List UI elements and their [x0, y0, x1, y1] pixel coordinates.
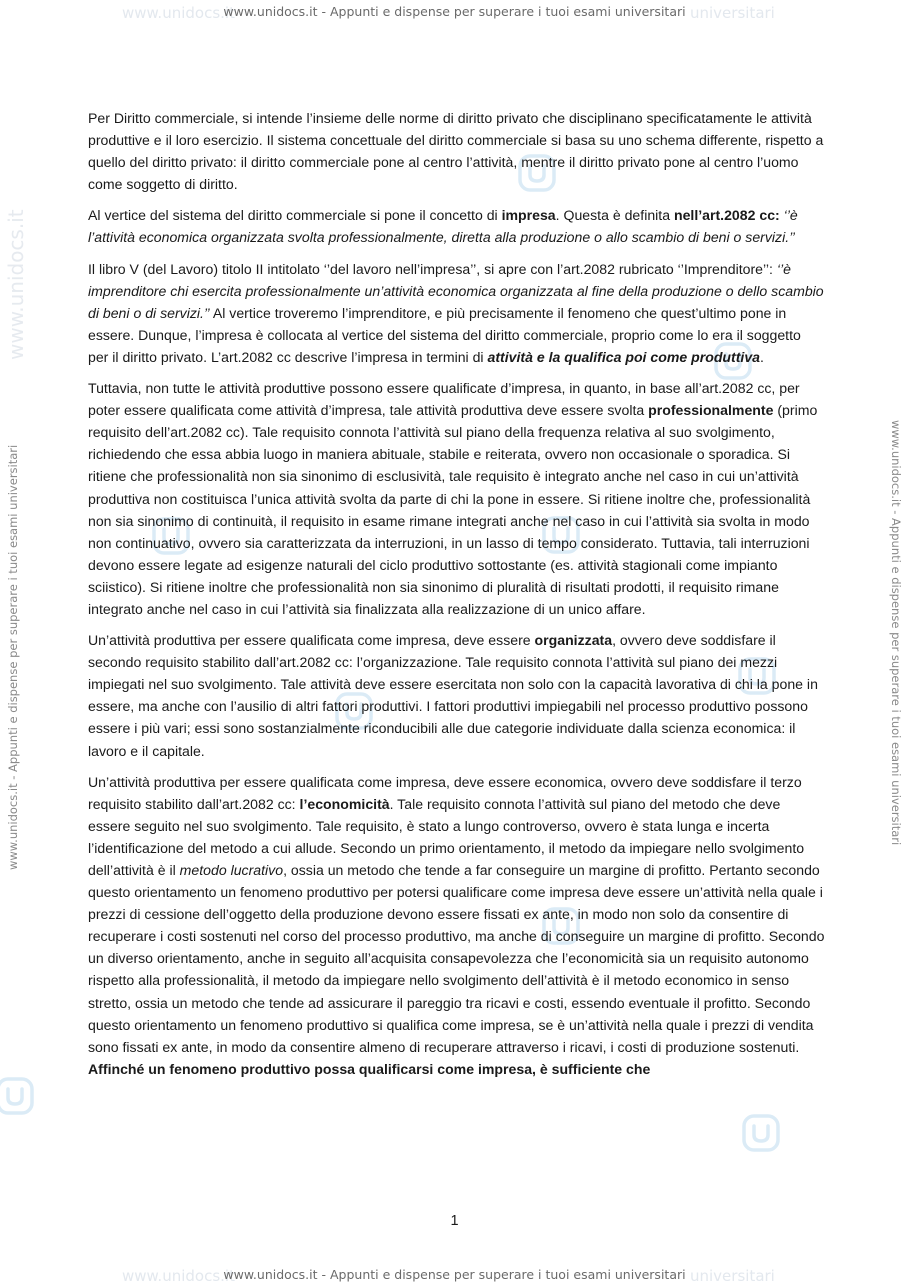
text-run: , ovvero deve soddisfare il secondo requisito stabilito dall’art.2082 cc: l’organizzazione. Tale requisito connota l’attività sul piano dei mezzi impiegati nel suo svolgimento. Tale attività deve essere esercitata non solo con la capacità lavorativa di chi la pone in essere, ma anche con l’ausilio di altri fattori produttivi. I fattori produttivi impiegabili nel processo produttivo possono essere i più vari; essi sono sostanzialmente riconducibili alle due categorie individuate dalla scienza economica: il lavoro e il capitale. — [88, 632, 818, 759]
watermark-side-left: www.unidocs.it - Appunti e dispense per superare i tuoi esami universitari — [6, 444, 20, 870]
text-run: impresa — [501, 207, 556, 224]
body-paragraph — [88, 377, 825, 620]
body-paragraph — [88, 629, 825, 762]
text-run: ‘’è l’attività economica organizzata svolta professionalmente, diretta alla produzione o allo scambio di beni o servizi.’’ — [88, 207, 798, 246]
watermark-ghost-text: www.unidocs.it — [122, 4, 235, 22]
unidocs-logo-icon — [740, 1112, 782, 1154]
text-run: Per Diritto commerciale, si intende l’insieme delle norme di diritto privato che disciplinano specificatamente le attività produttive e il loro esercizio. Il sistema concettuale del diritto commerciale si basa su uno schema differente, rispetto a quello del diritto privato: il diritto commerciale pone al centro l’attività, mentre il diritto privato pone al centro l’uomo come soggetto di diritto. — [88, 110, 824, 193]
text-run: Il libro V (del Lavoro) titolo II intitolato ‘’del lavoro nell’impresa’’, si apre con l’art.2082 rubricato ‘’Imprenditore’’: — [88, 260, 777, 277]
page-number: 1 — [450, 1213, 459, 1229]
watermark-banner-bottom: www.unidocs.it - Appunti e dispense per superare i tuoi esami universitari — [223, 1267, 686, 1282]
text-run: Un’attività produttiva per essere qualificata come impresa, deve essere economica, ovvero deve soddisfare il terzo requisito stabilito dall’art.2082 cc: — [88, 773, 802, 812]
text-run: Un’attività produttiva per essere qualificata come impresa, deve essere — [88, 632, 535, 649]
text-run: . Tale requisito connota l’attività sul piano del metodo che deve essere seguito nel suo svolgimento. Tale requisito, è stato a lungo controverso, ovvero è stata lunga e incerta l’identificazione del metodo a cui allude. Secondo un primo orientamento, il metodo da impiegare nello svolgimento dell’attività è il — [88, 795, 805, 878]
body-paragraph — [88, 258, 825, 368]
text-run: attività e la qualifica poi come produttiva — [487, 348, 761, 365]
document-body — [88, 107, 825, 1089]
text-run: Al vertice del sistema del diritto commerciale si pone il concetto di — [88, 207, 502, 224]
watermark-side-right: www.unidocs.it - Appunti e dispense per superare i tuoi esami universitari — [889, 420, 903, 846]
body-paragraph — [88, 204, 825, 248]
text-run: . Questa è definita — [555, 207, 674, 224]
body-paragraph — [88, 771, 825, 1080]
text-run: . — [760, 348, 764, 365]
text-run: professionalmente — [648, 402, 774, 419]
text-run: Tuttavia, non tutte le attività produttive possono essere qualificate d’impresa, in quanto, in base all’art.2082 cc, per poter essere qualificata come attività d’impresa, tale attività produttiva deve essere svolta — [88, 380, 800, 419]
watermark-banner-top: www.unidocs.it - Appunti e dispense per superare i tuoi esami universitari — [223, 4, 686, 19]
text-run: nell’art.2082 cc: — [673, 207, 780, 224]
text-run: (primo requisito dell’art.2082 cc). Tale requisito connota l’attività sul piano della frequenza relativa al suo svolgimento, richiedendo che essa abbia luogo in maniera abituale, stabile e reiterata, ovvero non occasionale o sporadica. Si ritiene che professionalità non sia sinonimo di esclusività, tale requisito è integrato anche nel caso in cui un’attività produttiva non costituisca l’unica attività svolta da parte di chi la pone in essere. Si ritiene inoltre che, professionalità non sia sinonimo di continuità, il requisito in esame rimane integrati anche nel caso in cui l’attività sia svolta in modo non continuativo, ovvero sia caratterizzata da interruzioni, in un lasso di tempo considerato. Tuttavia, tali interruzioni devono essere legate ad esigenze naturali del ciclo produttivo sottostante (es. attività stagionali come impianto sciistico). Si ritiene inoltre che professionalità non sia sinonimo di pluralità di risultati prodotti, il requisito rimane integrato anche nel caso in cui l’attività sia finalizzata alla realizzazione di un unico affare. — [88, 402, 818, 617]
watermark-ghost-text: universitari — [690, 4, 775, 22]
text-run: organizzata — [534, 632, 613, 649]
body-paragraph — [88, 107, 825, 195]
text-run: l’economicità — [299, 795, 390, 812]
text-run: ‘’è imprenditore chi esercita professionalmente un’attività economica organizzata al fine della produzione o dello scambio di beni o di servizi.’’ — [88, 260, 824, 321]
unidocs-logo-icon — [0, 1075, 36, 1117]
watermark-ghost-text: www.unidocs.it — [122, 1267, 235, 1285]
text-run: Al vertice troveremo l’imprenditore, e più precisamente il fenomeno che quest’ultimo pone in essere. Dunque, l’impresa è collocata al vertice del sistema del diritto commerciale, proprio come lo era il soggetto per il diritto privato. L’art.2082 cc descrive l’impresa in termini di — [88, 304, 801, 365]
text-run: , ossia un metodo che tende a far conseguire un margine di profitto. Pertanto secondo questo orientamento un fenomeno produttivo per potersi qualificare come impresa deve essere un’attività nella quale i prezzi di cessione dell’oggetto della produzione devono essere fissati ex ante, in modo non solo da consentire di recuperare i costi sostenuti nel corso del processo produttivo, ma anche di conseguire un margine di profitto. Secondo un diverso orientamento, anche in seguito all’acquisita consapevolezza che l’economicità sia un requisito autonomo rispetto alla professionalità, il metodo da impiegare nello svolgimento dell’attività è il metodo economico in senso stretto, ossia un metodo che tende ad assicurare il pareggio tra ricavi e costi, essendo eventuale il profitto. Secondo questo orientamento un fenomeno produttivo si qualifica come impresa, se è un’attività nella quale i prezzi di vendita sono fissati ex ante, in modo da consentire almeno di recuperare attraverso i ricavi, i costi di produzione sostenuti. — [88, 862, 825, 1055]
text-run: Affinché un fenomeno produttivo possa qualificarsi come impresa, è sufficiente che — [88, 1060, 651, 1077]
watermark-ghost-text: universitari — [690, 1267, 775, 1285]
watermark-side-faint: www.unidocs.it — [4, 209, 28, 360]
text-run: metodo lucrativo — [179, 862, 284, 878]
